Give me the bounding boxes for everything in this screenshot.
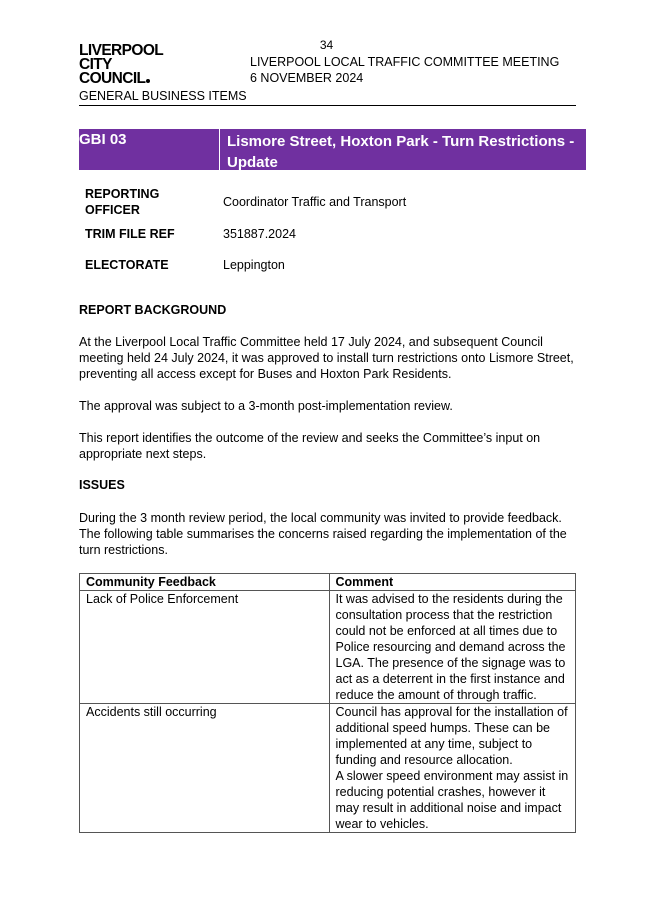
trim-file-ref-label: TRIM FILE REF — [85, 227, 175, 241]
logo-line-1: LIVERPOOL — [79, 42, 164, 59]
table-row — [80, 704, 576, 833]
reporting-officer-label-line-2: OFFICER — [85, 203, 140, 217]
item-code: GBI 03 — [79, 131, 127, 148]
meeting-date: 6 NOVEMBER 2024 — [250, 71, 364, 85]
banner-divider — [219, 129, 220, 170]
background-paragraph-3: This report identifies the outcome of the review and seeks the Committee’s input on appropriate next steps. — [79, 431, 541, 461]
table-header-comment: Comment — [329, 574, 576, 591]
reporting-officer-value: Coordinator Traffic and Transport — [223, 195, 407, 209]
council-logo — [79, 44, 163, 86]
report-background-heading: REPORT BACKGROUND — [79, 303, 227, 317]
reporting-officer-label-line-1: REPORTING — [85, 187, 160, 201]
trim-file-ref-value: 351887.2024 — [223, 227, 296, 241]
issues-heading: ISSUES — [79, 478, 125, 492]
section-label: GENERAL BUSINESS ITEMS — [79, 89, 247, 103]
table-cell-comment: It was advised to the residents during the consultation process that the restriction could not be enforced at all times due to Police resourcing and demand across the LGA. The presence of the signage was to act as a deterrent in the first instance and reduce the amount of through traffic. — [329, 591, 576, 704]
reporting-officer-label — [85, 186, 159, 218]
logo-dot-icon — [146, 79, 150, 83]
background-paragraph-2: The approval was subject to a 3-month post-implementation review. — [79, 399, 453, 413]
electorate-label: ELECTORATE — [85, 258, 169, 272]
table-cell-feedback: Lack of Police Enforcement — [80, 591, 330, 704]
logo-line-3-text: COUNCIL — [79, 70, 146, 87]
item-title: Lismore Street, Hoxton Park - Turn Restrictions - Update — [227, 133, 575, 171]
table-header-row — [80, 574, 576, 591]
logo-line-2: CITY — [79, 56, 112, 73]
table-cell-comment — [329, 704, 576, 833]
logo-line-3 — [79, 72, 163, 86]
page-number: 34 — [319, 38, 334, 52]
comment-line-1: Council has approval for the installation of additional speed humps. These can be implemented at any time, subject to funding and resource allocation. — [335, 705, 568, 767]
meeting-info — [250, 54, 559, 86]
table-header-feedback: Community Feedback — [80, 574, 330, 591]
electorate-value: Leppington — [223, 258, 285, 272]
comment-line-2: A slower speed environment may assist in reducing potential crashes, however it may result in additional noise and impact wear to vehicles. — [335, 769, 569, 831]
meeting-title: LIVERPOOL LOCAL TRAFFIC COMMITTEE MEETING — [250, 55, 560, 69]
feedback-table — [79, 573, 576, 833]
table-cell-feedback: Accidents still occurring — [80, 704, 330, 833]
header-divider — [79, 105, 576, 106]
table-row — [80, 591, 576, 704]
issues-paragraph: During the 3 month review period, the local community was invited to provide feedback. The following table summarises the concerns raised regarding the implementation of the turn restrictions. — [79, 511, 567, 557]
background-paragraph-1: At the Liverpool Local Traffic Committee held 17 July 2024, and subsequent Council meeting held 24 July 2024, it was approved to install turn restrictions onto Lismore Street, preventing all access except for Buses and Hoxton Park Residents. — [79, 335, 574, 381]
